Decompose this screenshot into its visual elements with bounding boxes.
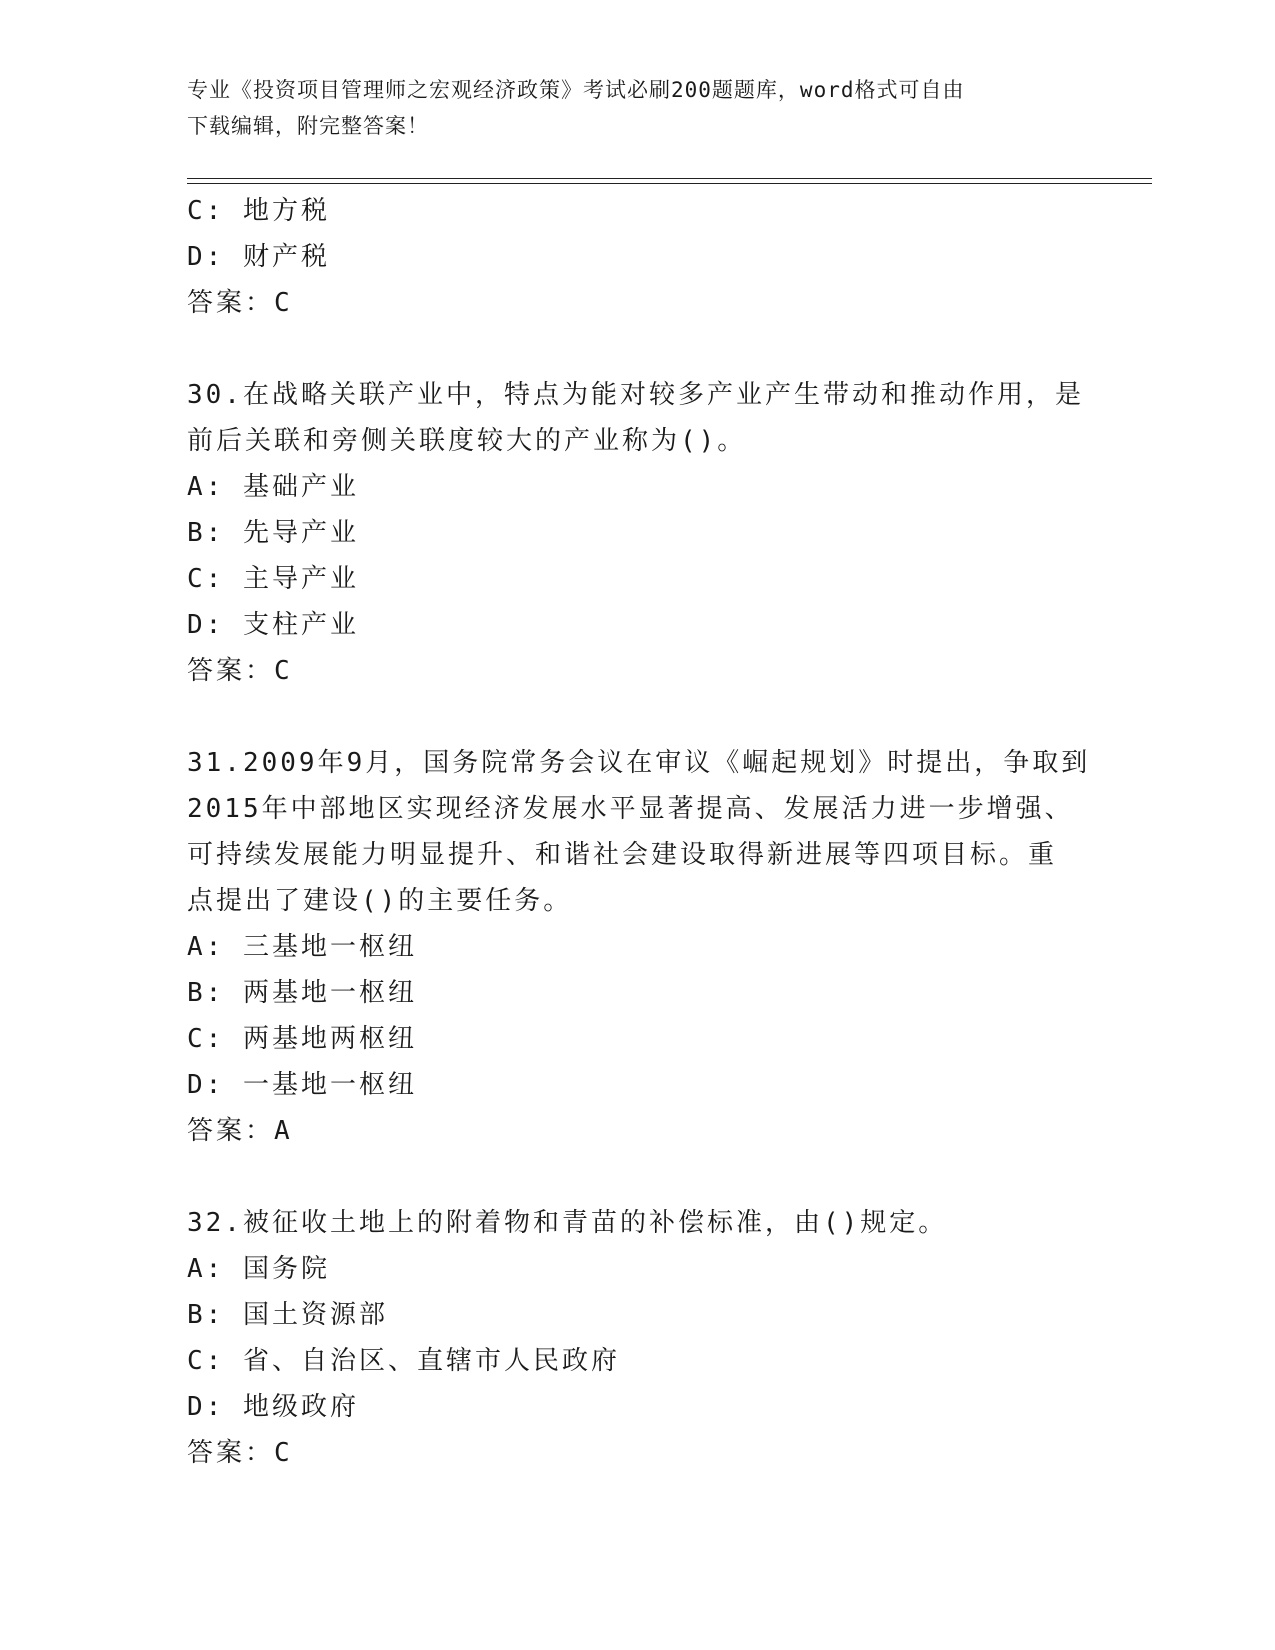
option-a: A: 国务院 xyxy=(187,1254,330,1284)
option-d: D: 财产税 xyxy=(187,242,330,272)
option-b: B: 国土资源部 xyxy=(187,1300,388,1330)
question-31 xyxy=(187,740,1091,1154)
option-a: A: 基础产业 xyxy=(187,472,359,502)
option-b: B: 先导产业 xyxy=(187,518,359,548)
answer-line: 答案：A xyxy=(187,1116,293,1146)
header-line-1: 专业《投资项目管理师之宏观经济政策》考试必刷200题题库，word格式可自由 xyxy=(187,78,965,102)
header-line-2: 下载编辑，附完整答案！ xyxy=(187,114,429,138)
spacer xyxy=(187,694,1087,740)
question-line: 前后关联和旁侧关联度较大的产业称为()。 xyxy=(187,426,747,456)
document-header xyxy=(187,72,1087,144)
question-line: 32.被征收土地上的附着物和青苗的补偿标准，由()规定。 xyxy=(187,1208,948,1238)
header-rule-bottom xyxy=(187,183,1152,184)
option-b: B: 两基地一枢纽 xyxy=(187,978,417,1008)
option-d: D: 一基地一枢纽 xyxy=(187,1070,417,1100)
question-line: 可持续发展能力明显提升、和谐社会建设取得新进展等四项目标。重 xyxy=(187,840,1058,870)
question-text xyxy=(187,372,1087,464)
header-rule-top xyxy=(187,178,1152,179)
option-a: A: 三基地一枢纽 xyxy=(187,932,417,962)
option-c: C: 地方税 xyxy=(187,196,330,226)
question-content xyxy=(187,188,1091,1476)
question-line: 2015年中部地区实现经济发展水平显著提高、发展活力进一步增强、 xyxy=(187,794,1074,824)
answer-line: 答案：C xyxy=(187,288,293,318)
option-d: D: 地级政府 xyxy=(187,1392,359,1422)
option-c: C: 两基地两枢纽 xyxy=(187,1024,417,1054)
carryover-block xyxy=(187,188,1087,326)
answer-line: 答案：C xyxy=(187,656,293,686)
answer-line: 答案：C xyxy=(187,1438,293,1468)
question-32 xyxy=(187,1200,1087,1476)
question-text xyxy=(187,1200,1087,1246)
question-text xyxy=(187,740,1091,924)
question-line: 31.2009年9月，国务院常务会议在审议《崛起规划》时提出，争取到 xyxy=(187,748,1091,778)
option-c: C: 主导产业 xyxy=(187,564,359,594)
option-c: C: 省、自治区、直辖市人民政府 xyxy=(187,1346,620,1376)
spacer xyxy=(187,1154,1087,1200)
question-line: 30.在战略关联产业中，特点为能对较多产业产生带动和推动作用，是 xyxy=(187,380,1084,410)
question-30 xyxy=(187,372,1087,694)
spacer xyxy=(187,326,1087,372)
question-line: 点提出了建设()的主要任务。 xyxy=(187,886,573,916)
option-d: D: 支柱产业 xyxy=(187,610,359,640)
